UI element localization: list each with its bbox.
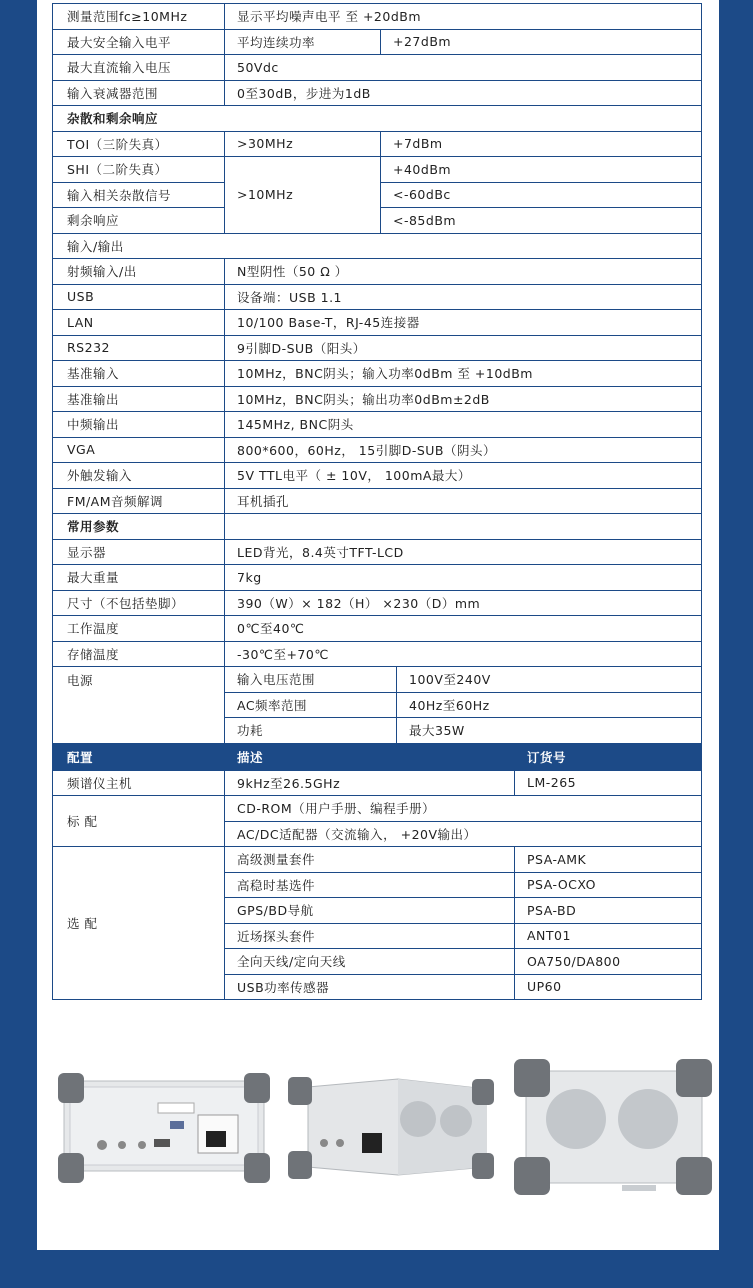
config-order-number: PSA-BD	[515, 898, 702, 924]
table-row	[53, 590, 702, 616]
config-description: 高级测量套件	[225, 847, 515, 873]
spec-value: 800*600，60Hz， 15引脚D-SUB（阴头）	[225, 437, 702, 463]
spec-value: 耳机插孔	[225, 488, 702, 514]
header-config: 配置	[53, 745, 225, 771]
config-name: 频谱仪主机	[53, 770, 225, 796]
table-row	[53, 335, 702, 361]
spec-label: 基准输出	[53, 386, 225, 412]
table-header-row	[53, 745, 702, 771]
section-heading: 常用参数	[53, 514, 225, 540]
spec-value: 10MHz，BNC阴头；输入功率0dBm 至 +10dBm	[225, 361, 702, 387]
spec-value: 设备端：USB 1.1	[225, 284, 702, 310]
config-order-number: PSA-OCXO	[515, 872, 702, 898]
section-row	[53, 106, 702, 132]
spec-value: 40Hz至60Hz	[397, 692, 702, 718]
spec-label: 射频输入/出	[53, 259, 225, 285]
spec-label: 剩余响应	[53, 208, 225, 234]
spec-label: 测量范围fc≥10MHz	[53, 4, 225, 30]
product-photos	[52, 1055, 712, 1200]
header-description: 描述	[225, 745, 515, 771]
spec-value: 145MHz, BNC阴头	[225, 412, 702, 438]
spec-label: 显示器	[53, 539, 225, 565]
table-row	[53, 565, 702, 591]
table-row	[53, 412, 702, 438]
spec-value: N型阴性（50 Ω ）	[225, 259, 702, 285]
spec-label: 存储温度	[53, 641, 225, 667]
spec-value: 390（W）× 182（H） ×230（D）mm	[225, 590, 702, 616]
config-table	[52, 744, 702, 1000]
spec-value: +40dBm	[381, 157, 702, 183]
config-description: USB功率传感器	[225, 974, 515, 1000]
header-order-number: 订货号	[515, 745, 702, 771]
table-row	[53, 131, 702, 157]
config-description: 近场探头套件	[225, 923, 515, 949]
spec-value: 10MHz，BNC阴头；输出功率0dBm±2dB	[225, 386, 702, 412]
spec-condition: AC频率范围	[225, 692, 397, 718]
table-row	[53, 796, 702, 822]
config-description: 全向天线/定向天线	[225, 949, 515, 975]
table-row	[53, 259, 702, 285]
spec-label: RS232	[53, 335, 225, 361]
table-row	[53, 284, 702, 310]
spec-label: 电源	[53, 667, 225, 744]
spec-value: <-60dBc	[381, 182, 702, 208]
product-angled-view-image	[288, 1075, 496, 1185]
table-row	[53, 157, 702, 183]
table-row	[53, 488, 702, 514]
config-description: 高稳时基选件	[225, 872, 515, 898]
table-row	[53, 539, 702, 565]
config-description: 9kHz至26.5GHz	[225, 770, 515, 796]
config-description: CD-ROM（用户手册、编程手册）	[225, 796, 702, 822]
spec-label: 输入衰减器范围	[53, 80, 225, 106]
spec-value: +7dBm	[381, 131, 702, 157]
table-row	[53, 463, 702, 489]
config-order-number: UP60	[515, 974, 702, 1000]
section-row	[53, 233, 702, 259]
spec-value: 最大35W	[397, 718, 702, 744]
spec-label: TOI（三阶失真）	[53, 131, 225, 157]
spec-value: LED背光，8.4英寸TFT-LCD	[225, 539, 702, 565]
config-order-number: OA750/DA800	[515, 949, 702, 975]
spec-value: -30℃至+70℃	[225, 641, 702, 667]
table-row	[53, 29, 702, 55]
config-description: AC/DC适配器（交流输入， +20V输出）	[225, 821, 702, 847]
spec-label: 基准输入	[53, 361, 225, 387]
spec-label: USB	[53, 284, 225, 310]
table-row	[53, 667, 702, 693]
table-row	[53, 4, 702, 30]
spec-condition: 输入电压范围	[225, 667, 397, 693]
table-row	[53, 437, 702, 463]
spec-value: 10/100 Base-T，RJ-45连接器	[225, 310, 702, 336]
spec-table	[52, 3, 702, 744]
config-description: GPS/BD导航	[225, 898, 515, 924]
spec-label: 最大直流输入电压	[53, 55, 225, 81]
config-order-number: ANT01	[515, 923, 702, 949]
spec-value: 9引脚D-SUB（阳头）	[225, 335, 702, 361]
config-order-number: LM-265	[515, 770, 702, 796]
spec-condition: >30MHz	[225, 131, 381, 157]
spec-label: FM/AM音频解调	[53, 488, 225, 514]
section-heading: 杂散和剩余响应	[53, 106, 702, 132]
config-order-number: PSA-AMK	[515, 847, 702, 873]
spec-label: 最大重量	[53, 565, 225, 591]
section-row	[53, 514, 702, 540]
spec-label: 外触发输入	[53, 463, 225, 489]
spec-value: <-85dBm	[381, 208, 702, 234]
spec-condition: 平均连续功率	[225, 29, 381, 55]
spec-value: 显示平均噪声电平 至 +20dBm	[225, 4, 702, 30]
spec-label: 尺寸（不包括垫脚）	[53, 590, 225, 616]
spec-label: 最大安全输入电平	[53, 29, 225, 55]
table-row	[53, 80, 702, 106]
spec-label: SHI（二阶失真）	[53, 157, 225, 183]
spec-condition: >10MHz	[225, 157, 381, 234]
spec-value: 50Vdc	[225, 55, 702, 81]
table-row	[53, 361, 702, 387]
table-row	[53, 55, 702, 81]
product-side-view-image	[514, 1059, 712, 1195]
config-standard-label: 标 配	[53, 796, 225, 847]
product-rear-view-image	[58, 1073, 270, 1185]
section-heading: 输入/输出	[53, 233, 702, 259]
spec-value: 0至30dB，步进为1dB	[225, 80, 702, 106]
spec-label: 工作温度	[53, 616, 225, 642]
table-row	[53, 386, 702, 412]
spec-value: +27dBm	[381, 29, 702, 55]
spec-value: 0℃至40℃	[225, 616, 702, 642]
config-optional-label: 选 配	[53, 847, 225, 1000]
table-row	[53, 641, 702, 667]
table-row	[53, 847, 702, 873]
table-row	[53, 310, 702, 336]
spec-value	[225, 514, 702, 540]
spec-label: 输入相关杂散信号	[53, 182, 225, 208]
table-row	[53, 616, 702, 642]
spec-label: LAN	[53, 310, 225, 336]
table-row	[53, 770, 702, 796]
spec-value: 5V TTL电平（ ± 10V， 100mA最大）	[225, 463, 702, 489]
spec-condition: 功耗	[225, 718, 397, 744]
spec-label: VGA	[53, 437, 225, 463]
spec-value: 7kg	[225, 565, 702, 591]
spec-value: 100V至240V	[397, 667, 702, 693]
spec-label: 中频输出	[53, 412, 225, 438]
